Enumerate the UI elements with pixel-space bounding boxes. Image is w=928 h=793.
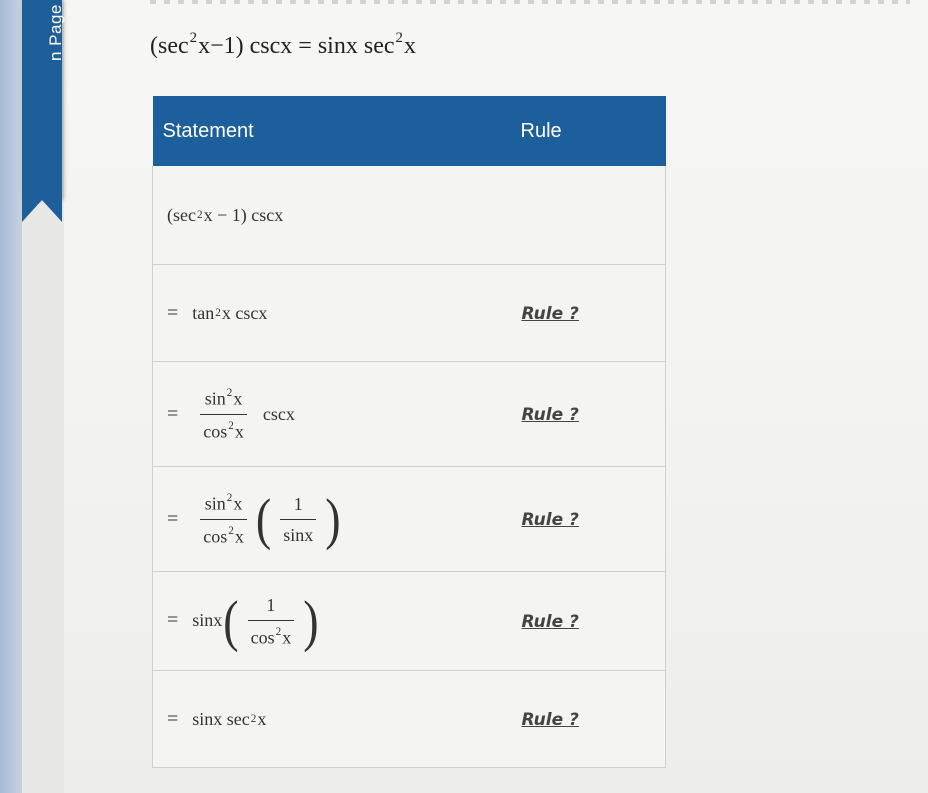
expr-lead: sinx (192, 610, 223, 631)
eq-rhs-sin-sec: sinx sec (317, 33, 395, 60)
equals-sign: = (167, 707, 179, 730)
expr-part: x (234, 420, 244, 441)
eq-rhs-x: x (403, 33, 416, 60)
left-edge-strip (0, 0, 22, 793)
open-paren: ( (223, 588, 239, 653)
expr-exponent: 2 (196, 209, 203, 221)
table-row (153, 166, 666, 265)
rule-cell (505, 166, 666, 265)
rule-link[interactable]: Rule ? (521, 611, 579, 632)
expr-exponent: 2 (226, 387, 233, 400)
expr-exponent: 2 (215, 307, 221, 319)
problem-equation (150, 30, 416, 60)
expr-part: sinx sec (192, 708, 250, 729)
side-page-tab-label: n Page (46, 4, 65, 61)
expr-part: x (234, 525, 244, 546)
expr-part: (sec (167, 204, 196, 225)
table-row (153, 572, 666, 671)
expr-exponent: 2 (228, 419, 234, 432)
eq-open-paren: ( (150, 33, 158, 60)
fraction (200, 388, 247, 440)
eq-exp-1: 2 (189, 30, 198, 46)
open-paren: ( (255, 486, 272, 551)
expr-part: cos (203, 420, 228, 441)
statement-cell (153, 265, 505, 362)
table-row (153, 265, 666, 362)
fraction-numerator (202, 388, 246, 413)
fraction-numerator (202, 493, 246, 518)
rule-cell (505, 467, 666, 572)
table-header-row (153, 96, 666, 166)
statement-cell (153, 572, 505, 671)
statement-expression (167, 588, 505, 653)
rule-cell (505, 671, 666, 768)
expr-part: x − 1) cscx (203, 204, 284, 225)
equals-sign: = (167, 507, 179, 530)
expr-exponent: 2 (250, 713, 257, 725)
eq-equals: = (292, 33, 318, 60)
expr-part: sin (204, 493, 226, 514)
rule-link[interactable]: Rule ? (521, 303, 579, 324)
rule-cell (505, 362, 666, 467)
rule-cell (505, 572, 666, 671)
table-row (153, 467, 666, 572)
fraction-denominator (200, 519, 247, 545)
fraction-denominator (248, 620, 295, 646)
expr-part: x (257, 708, 267, 729)
expr-part: cos (250, 627, 275, 648)
expr-exponent: 2 (226, 492, 233, 505)
statement-cell (153, 671, 505, 768)
eq-close-paren: ) (235, 33, 244, 60)
statement-expression (167, 486, 505, 551)
equals-sign: = (167, 301, 179, 324)
statement-expression (167, 388, 505, 440)
statement-expression (167, 708, 505, 731)
expr-part: x (233, 493, 243, 514)
expr-tail: cscx (262, 403, 295, 424)
proof-table (152, 96, 666, 768)
statement-expression (167, 205, 505, 226)
side-page-tab[interactable] (22, 0, 65, 200)
rule-link[interactable]: Rule ? (521, 709, 579, 730)
fraction-numerator: 1 (266, 594, 276, 615)
expr-part: tan (192, 302, 215, 323)
rule-cell (505, 265, 666, 362)
table-row (153, 362, 666, 467)
eq-x-minus-1: x−1 (198, 33, 236, 60)
statement-cell (153, 166, 505, 265)
expr-exponent: 2 (275, 625, 282, 638)
close-paren: ) (303, 588, 319, 653)
close-paren: ) (325, 486, 341, 551)
table-row (153, 671, 666, 768)
statement-expression (167, 302, 505, 325)
expr-exponent: 2 (228, 524, 234, 537)
fraction-numerator: 1 (293, 493, 303, 514)
expr-part: x (282, 627, 292, 648)
eq-sec: sec (158, 33, 189, 60)
eq-exp-2: 2 (395, 30, 403, 46)
expr-part: cos (203, 525, 228, 546)
header-statement: Statement (153, 96, 505, 166)
statement-cell (153, 362, 505, 467)
inner-fraction (280, 495, 316, 544)
eq-csc: cscx (243, 33, 293, 60)
expr-part: x cscx (221, 302, 268, 323)
expr-part: x (233, 388, 243, 409)
expr-part: sin (204, 388, 226, 409)
header-rule: Rule (505, 96, 666, 166)
rule-link[interactable]: Rule ? (521, 404, 579, 425)
fraction-denominator (200, 414, 247, 440)
fraction-denominator: sinx (280, 519, 316, 544)
rule-link[interactable]: Rule ? (521, 509, 579, 530)
fraction (200, 493, 247, 545)
equals-sign: = (167, 609, 179, 632)
inner-fraction (248, 596, 295, 646)
equals-sign: = (167, 402, 179, 425)
statement-cell (153, 467, 505, 572)
cut-off-top-text (150, 0, 910, 4)
